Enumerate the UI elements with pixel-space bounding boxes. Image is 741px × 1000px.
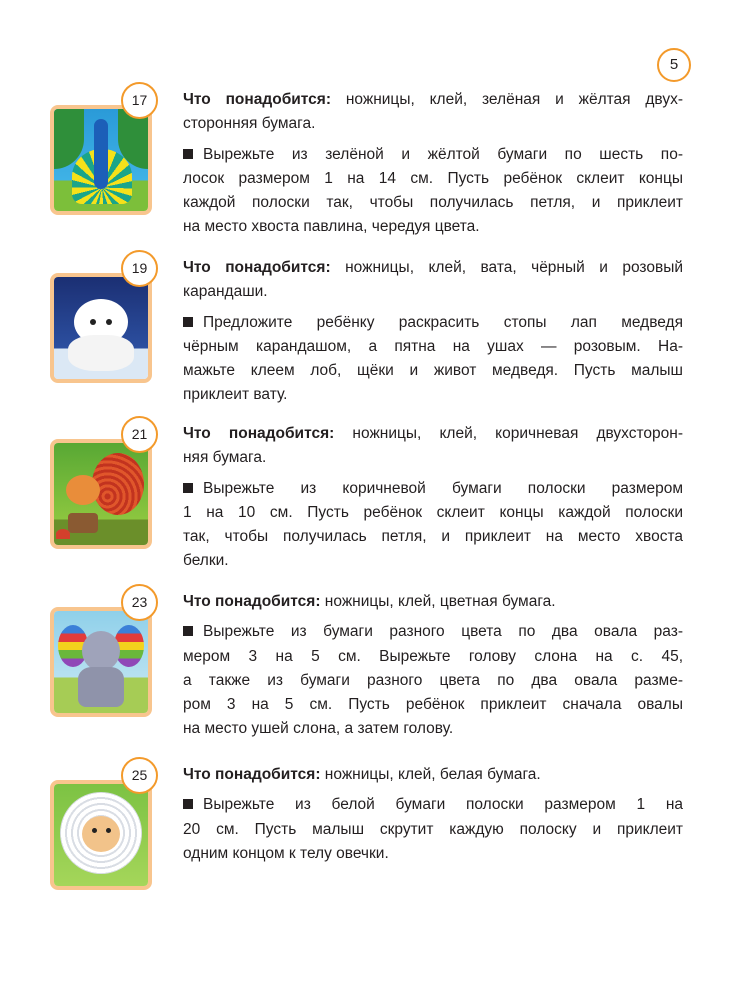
craft-instructions [183,88,683,246]
needs-line: Что понадобится: ножницы, клей, цветная бумага. [183,593,556,610]
materials-paragraph [183,256,683,305]
needs-line: Что понадобится: ножницы, клей, зелёная и жёлтая двух- [183,91,683,108]
step-line: ром 3 на 5 см. Пусть ребёнок приклеит сначала овалы [183,696,683,714]
needs-line: Что понадобится: ножницы, клей, белая бумага. [183,766,541,783]
craft-page-number: 21 [121,416,158,453]
bullet-square-icon [183,483,193,493]
step-line: на место ушей слона, а затем голову. [183,720,454,738]
squirrel-craft-thumbnail [50,439,152,549]
step-line: одним концом к телу овечки. [183,844,389,862]
bullet-square-icon [183,626,193,636]
step-line: Вырежьте из белой бумаги полоски размером 1 на [183,793,683,817]
craft-instructions [183,590,683,748]
needs-line: карандаши. [183,283,268,301]
materials-paragraph [183,763,683,787]
peacock-craft-thumbnail [50,105,152,215]
bullet-square-icon [183,317,193,327]
steps-paragraph [183,477,683,574]
craft-page-number: 23 [121,584,158,621]
step-line: мером 3 на 5 см. Вырежьте голову слона на с. 45, [183,647,683,665]
bullet-square-icon [183,149,193,159]
craft-page-number: 17 [121,82,158,119]
steps-paragraph [183,311,683,408]
bullet-square-icon [183,799,193,809]
craft-instructions [183,422,683,580]
needs-line: няя бумага. [183,449,267,467]
craft-instructions [183,763,683,872]
needs-line: сторонняя бумага. [183,115,316,133]
step-line: 20 см. Пусть малыш скрутит каждую полоску и приклеит [183,820,683,838]
needs-line: Что понадобится: ножницы, клей, вата, чёрный и розовый [183,259,683,276]
step-line: а также из бумаги разного цвета по два овала разме- [183,671,683,689]
craft-page-number: 25 [121,757,158,794]
sheep-craft-thumbnail [50,780,152,890]
needs-label: Что понадобится: [183,593,321,610]
step-line: приклеит вату. [183,386,288,404]
needs-label: Что понадобится: [183,259,331,276]
step-line: 1 на 10 см. Пусть ребёнок склеит концы каждой полоски [183,503,683,521]
step-line: Предложите ребёнку раскрасить стопы лап медведя [183,311,683,335]
step-line: мажьте клеем лоб, щёки и живот медведя. Пусть малыш [183,362,683,380]
steps-paragraph [183,793,683,866]
materials-paragraph [183,590,683,614]
materials-paragraph [183,88,683,137]
step-line: на место хвоста павлина, чередуя цвета. [183,218,480,236]
step-line: белки. [183,552,229,570]
step-line: Вырежьте из бумаги разного цвета по два овала раз- [183,620,683,644]
craft-page-number: 19 [121,250,158,287]
step-line: лосок размером 1 на 14 см. Пусть ребёнок склеит концы [183,169,683,187]
materials-paragraph [183,422,683,471]
elephant-craft-thumbnail [50,607,152,717]
needs-line: Что понадобится: ножницы, клей, коричневая двухсторон- [183,425,683,442]
page-number: 5 [657,48,691,82]
step-line: чёрным карандашом, а пятна на ушах — розовым. На- [183,337,683,355]
needs-label: Что понадобится: [183,91,332,108]
steps-paragraph [183,620,683,741]
step-line: каждой полоски так, чтобы получилась петля, и приклеит [183,194,683,212]
needs-label: Что понадобится: [183,425,335,442]
step-line: Вырежьте из коричневой бумаги полоски размером [183,477,683,501]
craft-instructions [183,256,683,414]
step-line: так, чтобы получилась петля, и приклеит на место хвоста [183,528,683,546]
needs-label: Что понадобится: [183,766,321,783]
step-line: Вырежьте из зелёной и жёлтой бумаги по шесть по- [183,143,683,167]
polar-bear-craft-thumbnail [50,273,152,383]
steps-paragraph [183,143,683,240]
